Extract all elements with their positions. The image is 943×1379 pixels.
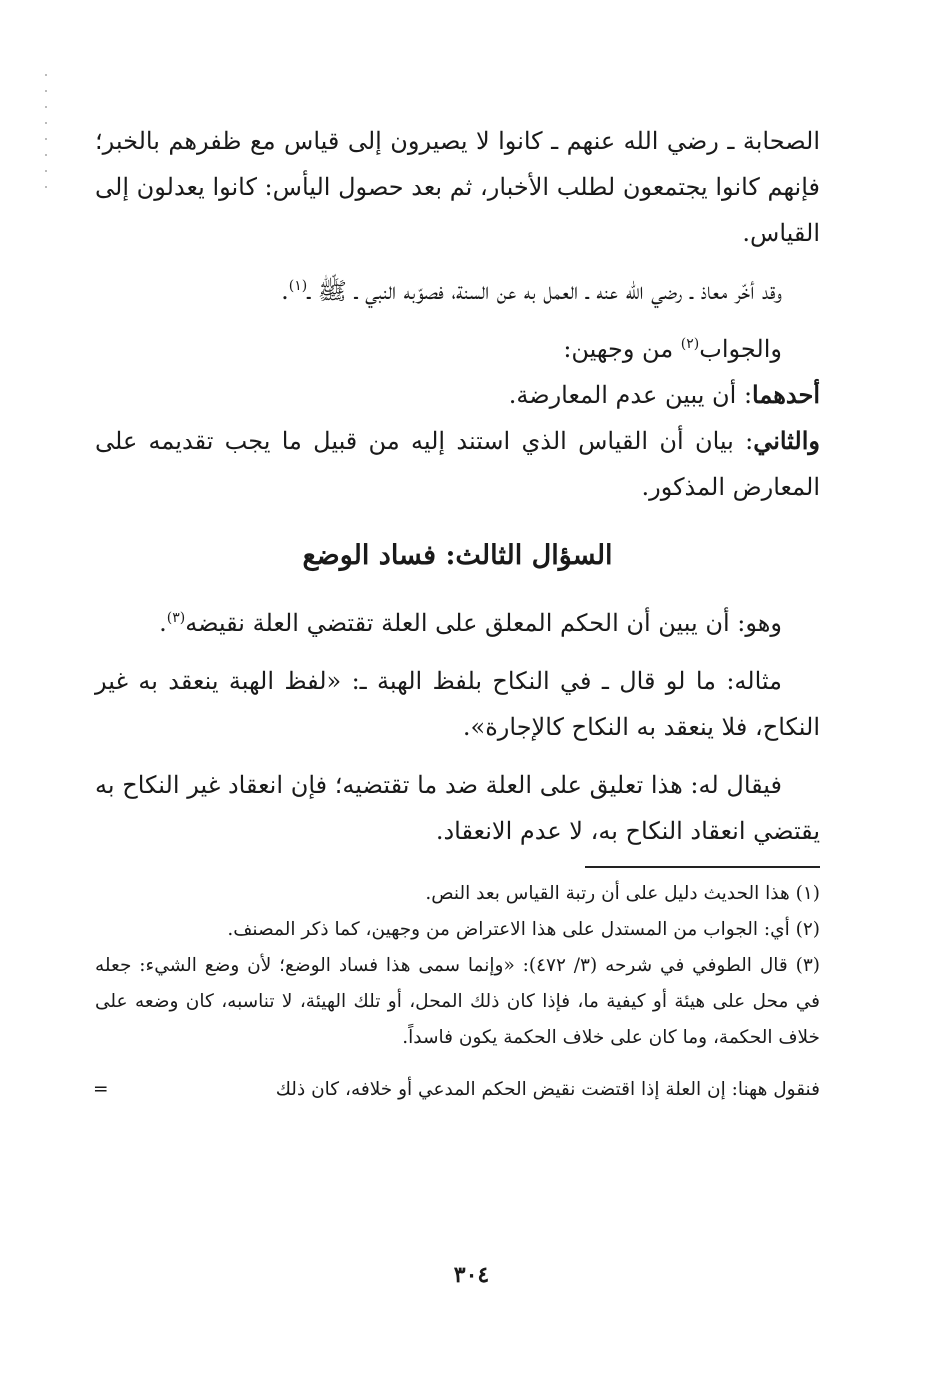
paragraph-6-end: . [159, 609, 167, 637]
footnote-1-text: هذا الحديث دليل على أن رتبة القياس بعد النص. [425, 883, 790, 904]
paragraph-4-label: أحدهما [752, 380, 820, 409]
paragraph-3 [95, 326, 820, 372]
continuation-text: فنقول ههنا: إن العلة إذا اقتضت نقيض الحكم المدعي أو خلافه، كان ذلك [275, 1079, 820, 1100]
paragraph-7: مثاله: ما لو قال ـ في النكاح بلفظ الهبة ـ: «لفظ الهبة ينعقد به غير النكاح، فلا ينعقد به النكاح كالإجارة». [95, 667, 820, 741]
footnote-2-text: أي: الجواب من المستدل على هذا الاعتراض من وجهين، كما ذكر المصنف. [227, 919, 790, 940]
page-number: ٣٠٤ [453, 1262, 490, 1288]
paragraph-2-end: . [281, 277, 289, 305]
footnote-1-number: (١) [795, 883, 820, 904]
paragraph-8: فيقال له: هذا تعليق على العلة ضد ما تقتضيه؛ فإن انعقاد غير النكاح به يقتضي انعقاد النكاح به، لا عدم الانعقاد. [95, 771, 820, 845]
footnote-2 [95, 912, 820, 948]
footnote-continuation [95, 1072, 820, 1108]
footnote-ref-3: (٣) [166, 610, 186, 626]
paragraph-4 [95, 372, 820, 418]
paragraph-5 [95, 418, 820, 510]
footnote-divider [585, 866, 820, 868]
page-body [95, 118, 820, 1108]
margin-artifact [42, 60, 50, 420]
paragraph-2 [95, 268, 820, 314]
paragraph-4-text: : أن يبين عدم المعارضة. [508, 381, 753, 409]
footnote-3 [95, 948, 820, 1056]
section-heading: السؤال الثالث: فساد الوضع [302, 540, 613, 571]
paragraph-1: الصحابة ـ رضي الله عنهم ـ كانوا لا يصيرون إلى قياس مع ظفرهم بالخبر؛ فإنهم كانوا يجتمعون لطلب الأخبار، ثم بعد حصول اليأس: كانوا يعدلون إلى القياس. [95, 127, 820, 247]
paragraph-3-end: من وجهين: [563, 335, 681, 363]
footnote-ref-1: (١) [288, 278, 308, 294]
footnote-2-number: (٢) [795, 919, 820, 940]
footnote-3-number: (٣) [795, 955, 821, 976]
paragraph-3-text: والجواب [699, 335, 782, 363]
paragraph-6 [95, 600, 820, 646]
paragraph-6-text: وهو: أن يبين أن الحكم المعلق على العلة تقتضي العلة نقيضه [185, 609, 782, 637]
paragraph-5-text: : بيان أن القياس الذي استند إليه من قبيل ما يجب تقديمه على المعارض المذكور. [95, 427, 820, 501]
footnote-1 [95, 876, 820, 912]
footnote-3-text: قال الطوفي في شرحه (٣/ ٤٧٢): «وإنما سمى هذا فساد الوضع؛ لأن وضع الشيء: جعله في محل على هيئة أو كيفية ما، فإذا كان ذلك المحل، أو تلك الهيئة، لا تناسبه، كان وضعه على خلاف الحكمة، وما كان على خلاف الحكمة يكون فاسداً. [95, 955, 820, 1048]
footnote-ref-2: (٢) [680, 336, 700, 352]
paragraph-5-label: والثاني [753, 426, 820, 455]
continuation-mark: = [93, 1079, 109, 1100]
paragraph-2-text: وقد أخّر معاذ ـ رضي الله عنه ـ العمل به عن السنة، فصوّبه النبي ـ ﷺ ـ [307, 277, 782, 305]
